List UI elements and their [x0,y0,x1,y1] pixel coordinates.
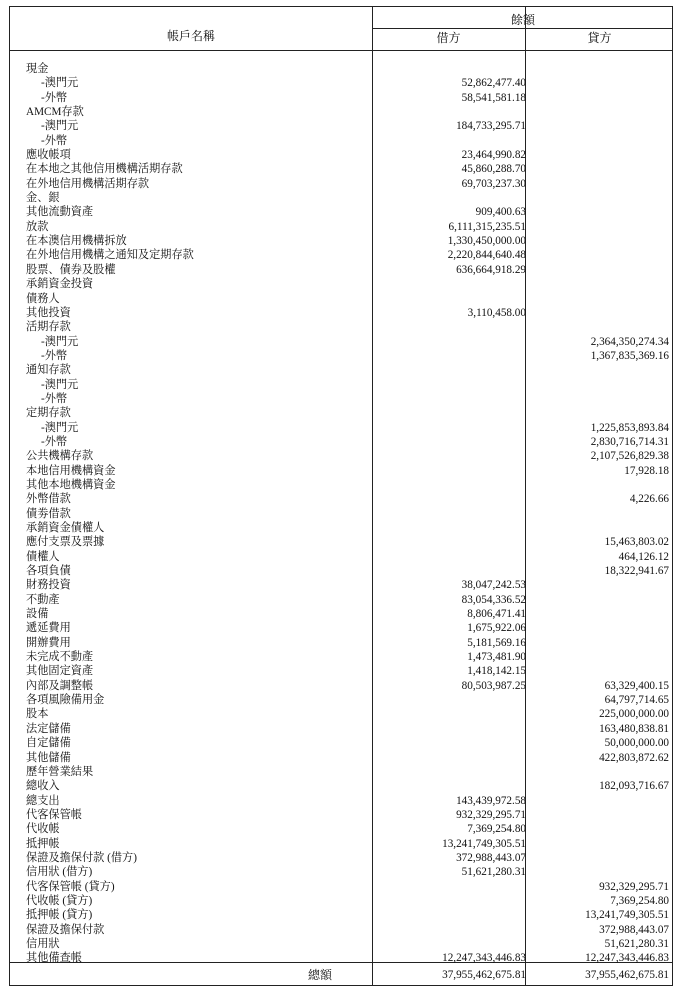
header-bottom-border [10,50,672,51]
account-label: 本地信用機構資金 [26,464,116,477]
table-row [10,865,672,879]
debit-header: 借方 [436,31,461,45]
account-label: 其他投資 [26,306,71,319]
credit-value: 2,107,526,829.38 [590,450,669,463]
debit-value: 13,241,749,305.51 [442,837,526,850]
credit-value: 17,928.18 [624,464,669,477]
account-label: 信用狀 [26,937,60,950]
account-label: -外幣 [41,349,68,362]
credit-value: 464,126.12 [618,550,669,563]
table-row [10,664,672,678]
account-label: 其他儲備 [26,751,71,764]
table-row [10,937,672,951]
table-row [10,435,672,449]
table-row [10,765,672,779]
table-row [10,191,672,205]
balance-header-divider [372,28,672,29]
account-label: 法定儲備 [26,722,71,735]
account-label: 債權人 [26,550,60,563]
table-row [10,392,672,406]
credit-value: 225,000,000.00 [599,708,669,721]
credit-value: 15,463,803.02 [604,536,669,549]
table-row [10,134,672,148]
account-label: 公共機構存款 [26,450,94,463]
table-row [10,306,672,320]
table-row [10,521,672,535]
account-label: 現金 [26,63,49,75]
account-label: 股本 [26,708,49,721]
account-label: 遞延費用 [26,622,71,635]
account-label: 抵押帳 (貸方) [26,909,93,922]
balance-header: 餘額 [510,13,535,27]
table-row [10,449,672,463]
account-label: 開辦費用 [26,636,71,649]
account-label: 不動產 [26,593,60,606]
credit-header: 貸方 [587,31,612,45]
table-row [10,492,672,506]
debit-value: 184,733,295.71 [456,120,526,133]
credit-value: 4,226.66 [629,493,669,506]
table-row [10,650,672,664]
table-row [10,837,672,851]
account-label: 內部及調整帳 [26,679,94,692]
account-label: 保證及擔保付款 (借方) [26,851,137,864]
account-label: 各項負債 [26,565,71,578]
account-label: 金、銀 [26,192,60,205]
account-label: 信用狀 (借方) [26,866,93,879]
table-row [10,808,672,822]
ledger-table [9,6,673,986]
account-label: 其他流動資產 [26,206,94,219]
table-row [10,162,672,176]
debit-value: 58,541,581.18 [461,91,526,104]
account-label: 債劵借款 [26,507,71,520]
table-row [10,277,672,291]
account-label: 債務人 [26,292,60,305]
table-row [10,91,672,105]
table-row [10,578,672,592]
table-row [10,880,672,894]
account-label: -澳門元 [41,335,79,348]
table-row [10,923,672,937]
account-label: 在外地信用機構之通知及定期存款 [26,249,194,262]
credit-value: 163,480,838.81 [599,722,669,735]
credit-value: 63,329,400.15 [604,679,669,692]
table-row [10,908,672,922]
table-row [10,349,672,363]
table-row [10,220,672,234]
total-credit: 37,955,462,675.81 [585,969,669,981]
table-row [10,320,672,334]
table-row [10,794,672,808]
debit-value: 143,439,972.58 [456,794,526,807]
total-row [10,964,672,986]
table-row [10,205,672,219]
account-label: -澳門元 [41,421,79,434]
account-label: 通知存款 [26,364,71,377]
account-label: 應付支票及票據 [26,536,105,549]
account-label: 外幣借款 [26,493,71,506]
table-row [10,421,672,435]
table-row [10,105,672,119]
account-label: 代收帳 [26,823,60,836]
debit-value: 1,473,481.90 [467,651,526,664]
credit-value: 1,225,853,893.84 [590,421,669,434]
account-label: 各項風險備用金 [26,694,105,707]
table-row [10,406,672,420]
table-row [10,679,672,693]
debit-value: 23,464,990.82 [461,149,526,162]
credit-value: 422,803,872.62 [599,751,669,764]
table-row [10,248,672,262]
table-row [10,707,672,721]
account-label: 其他固定資產 [26,665,94,678]
total-label: 總額 [308,968,333,982]
table-row [10,478,672,492]
credit-value: 1,367,835,369.16 [590,349,669,362]
account-label: AMCM存款 [26,106,84,119]
account-label: 未完成不動產 [26,651,94,664]
account-label: 活期存款 [26,321,71,334]
credit-value: 64,797,714.65 [604,694,669,707]
debit-value: 636,664,918.29 [456,263,526,276]
debit-value: 2,220,844,640.48 [447,249,526,262]
account-label: -外幣 [41,435,68,448]
account-label: 代客保管帳 [26,808,82,821]
account-label: 總收入 [26,780,60,793]
credit-value: 18,322,941.67 [604,565,669,578]
credit-value: 372,988,443.07 [599,923,669,936]
debit-value: 6,111,315,235.51 [448,220,526,233]
account-label: 其他本地機構資金 [26,478,116,491]
account-label: 總支出 [26,794,60,807]
debit-value: 5,181,569.16 [467,636,526,649]
account-label: 股票、債券及股權 [26,263,116,276]
account-label: 財務投資 [26,579,71,592]
table-row [10,851,672,865]
table-row [10,292,672,306]
table-row [10,607,672,621]
table-row [10,636,672,650]
credit-value: 2,830,716,714.31 [590,435,669,448]
debit-value: 1,330,450,000.00 [447,235,526,248]
account-label: 保證及擔保付款 [26,923,105,936]
account-label: -外幣 [41,392,68,405]
account-label: 自定儲備 [26,737,71,750]
table-row [10,177,672,191]
account-label: 在外地信用機構活期存款 [26,177,150,190]
credit-value: 12,247,343,446.83 [585,952,669,965]
table-row [10,119,672,133]
table-row [10,564,672,578]
account-label: 抵押帳 [26,837,60,850]
debit-value: 8,806,471.41 [467,608,526,621]
account-label: 在本地之其他信用機構活期存款 [26,163,183,176]
debit-value: 372,988,443.07 [456,851,526,864]
credit-value: 2,364,350,274.34 [590,335,669,348]
debit-value: 3,110,458.00 [467,306,526,319]
credit-value: 182,093,716.67 [599,780,669,793]
account-label: 在本澳信用機構拆放 [26,235,127,248]
debit-value: 45,860,288.70 [461,163,526,176]
account-label: 代客保管帳 (貸方) [26,880,115,893]
ledger-rows [10,62,672,966]
table-row [10,148,672,162]
account-label: -外幣 [41,134,68,147]
table-row [10,822,672,836]
table-row [10,76,672,90]
table-row [10,378,672,392]
debit-value: 52,862,477.40 [461,77,526,90]
debit-value: 51,621,280.31 [461,866,526,879]
total-debit: 37,955,462,675.81 [442,969,526,981]
account-label: 歷年營業結果 [26,765,94,778]
table-row [10,335,672,349]
credit-value: 13,241,749,305.51 [585,909,669,922]
table-row [10,751,672,765]
account-name-header: 帳戶名稱 [166,29,215,43]
debit-value: 69,703,237.30 [461,177,526,190]
table-row [10,535,672,549]
table-row [10,507,672,521]
debit-value: 1,418,142.15 [467,665,526,678]
debit-value: 80,503,987.25 [461,679,526,692]
account-label: 放款 [26,220,49,233]
debit-value: 1,675,922.06 [467,622,526,635]
debit-value: 7,369,254.80 [467,823,526,836]
account-label: -澳門元 [41,77,79,90]
debit-value: 909,400.63 [475,206,526,219]
table-row [10,722,672,736]
debit-value: 12,247,343,446.83 [442,952,526,965]
table-row [10,779,672,793]
table-row [10,62,672,76]
account-label: 代收帳 (貸方) [26,894,93,907]
table-row [10,363,672,377]
table-row [10,593,672,607]
table-row [10,550,672,564]
table-row [10,736,672,750]
account-label: 應收帳項 [26,149,71,162]
account-label: 定期存款 [26,407,71,420]
account-label: 承銷資金債權人 [26,522,105,534]
account-label: -澳門元 [41,120,79,133]
table-row [10,464,672,478]
table-row [10,263,672,277]
table-row [10,693,672,707]
credit-value: 51,621,280.31 [604,937,669,950]
debit-value: 83,054,336.52 [461,593,526,606]
debit-value: 38,047,242.53 [461,579,526,592]
account-label: 承銷資金投資 [26,278,94,291]
account-label: 設備 [26,608,49,621]
credit-value: 50,000,000.00 [604,737,669,750]
table-row [10,894,672,908]
table-row [10,234,672,248]
table-row [10,621,672,635]
credit-value: 932,329,295.71 [599,880,669,893]
account-label: -澳門元 [41,378,79,391]
credit-value: 7,369,254.80 [610,894,669,907]
debit-value: 932,329,295.71 [456,808,526,821]
account-label: 其他備查帳 [26,952,82,965]
account-label: -外幣 [41,91,68,104]
